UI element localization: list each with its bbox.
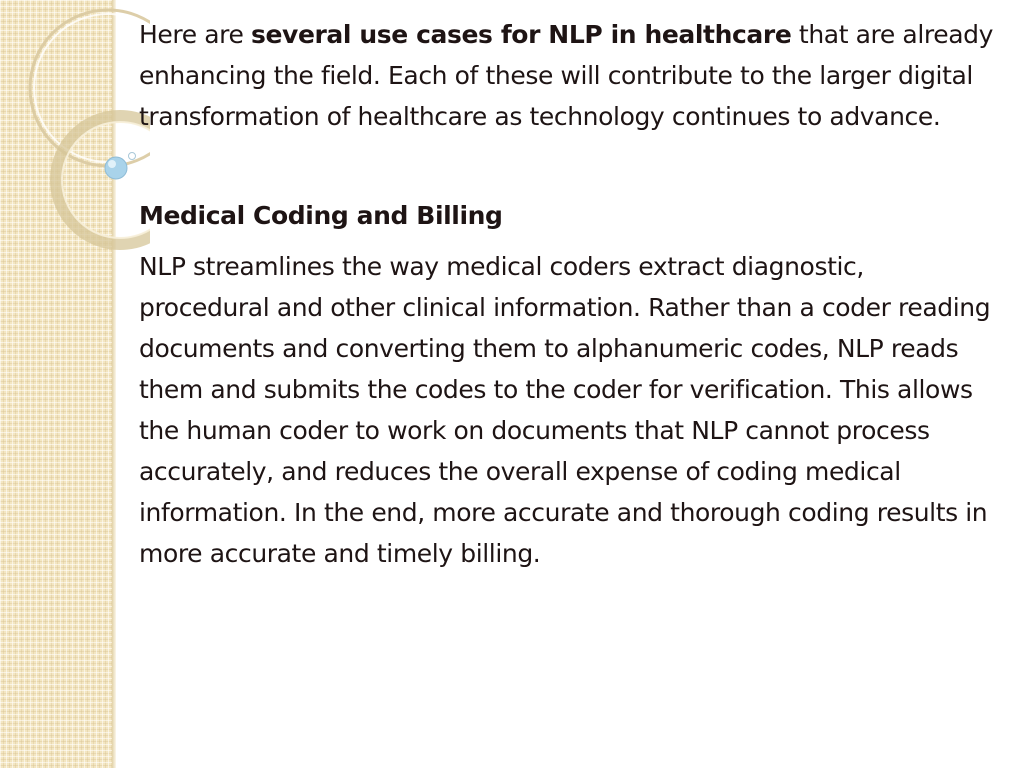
intro-rest-text: that are already enhancing the field. Each of these will contribute to the larger digital transformation of healthcare as technology continues to advance. [139,20,993,131]
bead-shine-shape [108,160,116,168]
slide-content [139,14,1001,574]
bead-outline-shape [129,153,136,160]
small-ring-shape [56,116,150,244]
section-heading: Medical Coding and Billing [139,201,503,230]
bead-shape [105,157,127,179]
intro-paragraph [139,14,1001,137]
intro-emphasis-text: several use cases for NLP in healthcare [251,20,792,49]
large-ring-shape [30,10,150,166]
intro-lead-text: Here are [139,20,252,49]
decorative-rings-ornament [0,0,150,260]
section-body-paragraph: NLP streamlines the way medical coders extract diagnostic, procedural and other clinical information. Rather than a coder reading documents and converting them to alphanumeric codes, NLP reads them and submits the codes to the coder for verification. This allows the human coder to work on documents that NLP cannot process accurately, and reduces the overall expense of coding medical information. In the end, more accurate and thorough coding results in more accurate and timely billing. [139,252,991,568]
